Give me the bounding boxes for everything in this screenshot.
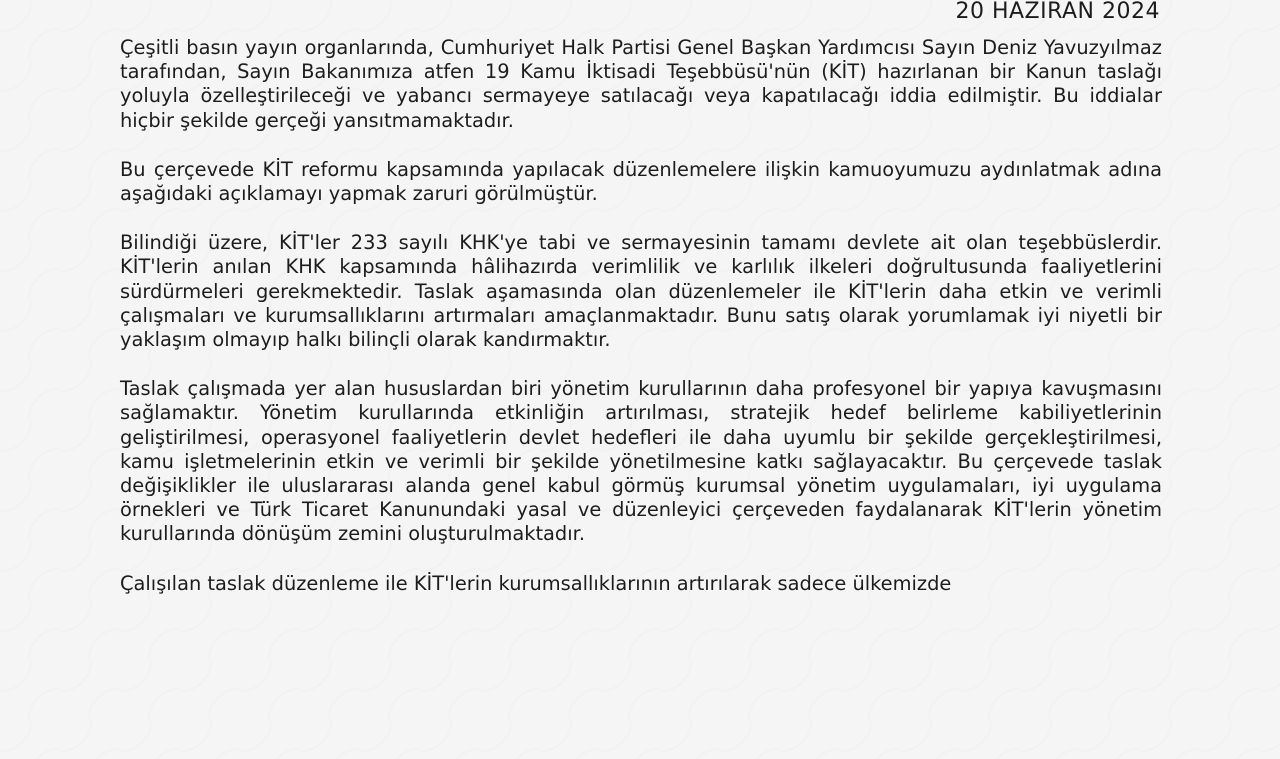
paragraph-4: Taslak çalışmada yer alan hususlardan biri yönetim kurullarının daha profesyonel bir yapıya kavuşmasını sağlamaktır. Yönetim kurullarında etkinliğin artırılması, stratejik hedef belirleme kabiliyetlerinin geliştirilmesi, operasyonel faaliyetlerin devlet hedefleri ile daha uyumlu bir şekilde gerçekleştirilmesi, kamu işletmelerinin etkin ve verimli bir şekilde yönetilmesine katkı sağlayacaktır. Bu çerçevede taslak değişiklikler ile uluslararası alanda genel kabul görmüş kurumsal yönetim uygulamaları, iyi uygulama örnekleri ve Türk Ticaret Kanunundaki yasal ve düzenleyici çerçeveden faydalanarak KİT'lerin yönetim kurullarında dönüşüm zemini oluşturulmaktadır. — [120, 377, 1162, 546]
document-date: 20 HAZİRAN 2024 — [955, 0, 1160, 24]
document-body — [120, 36, 1162, 596]
paragraph-1: Çeşitli basın yayın organlarında, Cumhuriyet Halk Partisi Genel Başkan Yardımcısı Sayın Deniz Yavuzyılmaz tarafından, Sayın Bakanımıza atfen 19 Kamu İktisadi Teşebbüsü'nün (KİT) hazırlanan bir Kanun taslağı yoluyla özelleştirileceği ve yabancı sermayeye satılacağı veya kapatılacağı iddia edilmiştir. Bu iddialar hiçbir şekilde gerçeği yansıtmamaktadır. — [120, 36, 1162, 132]
paragraph-2: Bu çerçevede KİT reformu kapsamında yapılacak düzenlemelere ilişkin kamuoyumuzu aydınlatmak adına aşağıdaki açıklamayı yapmak zaruri görülmüştür. — [120, 157, 1162, 206]
paragraph-5: Çalışılan taslak düzenleme ile KİT'lerin kurumsallıklarının artırılarak sadece ülkemizde — [120, 571, 952, 595]
paragraph-3: Bilindiği üzere, KİT'ler 233 sayılı KHK'ye tabi ve sermayesinin tamamı devlete ait olan teşebbüslerdir. KİT'lerin anılan KHK kapsamında hâlihazırda verimlilik ve karlılık ilkeleri doğrultusunda faaliyetlerini sürdürmeleri gerekmektedir. Taslak aşamasında olan düzenlemeler ile KİT'lerin daha etkin ve verimli çalışmaları ve kurumsallıklarını artırmaları amaçlanmaktadır. Bunu satış olarak yorumlamak iyi niyetli bir yaklaşım olmayıp halkı bilinçli olarak kandırmaktır. — [120, 231, 1162, 352]
